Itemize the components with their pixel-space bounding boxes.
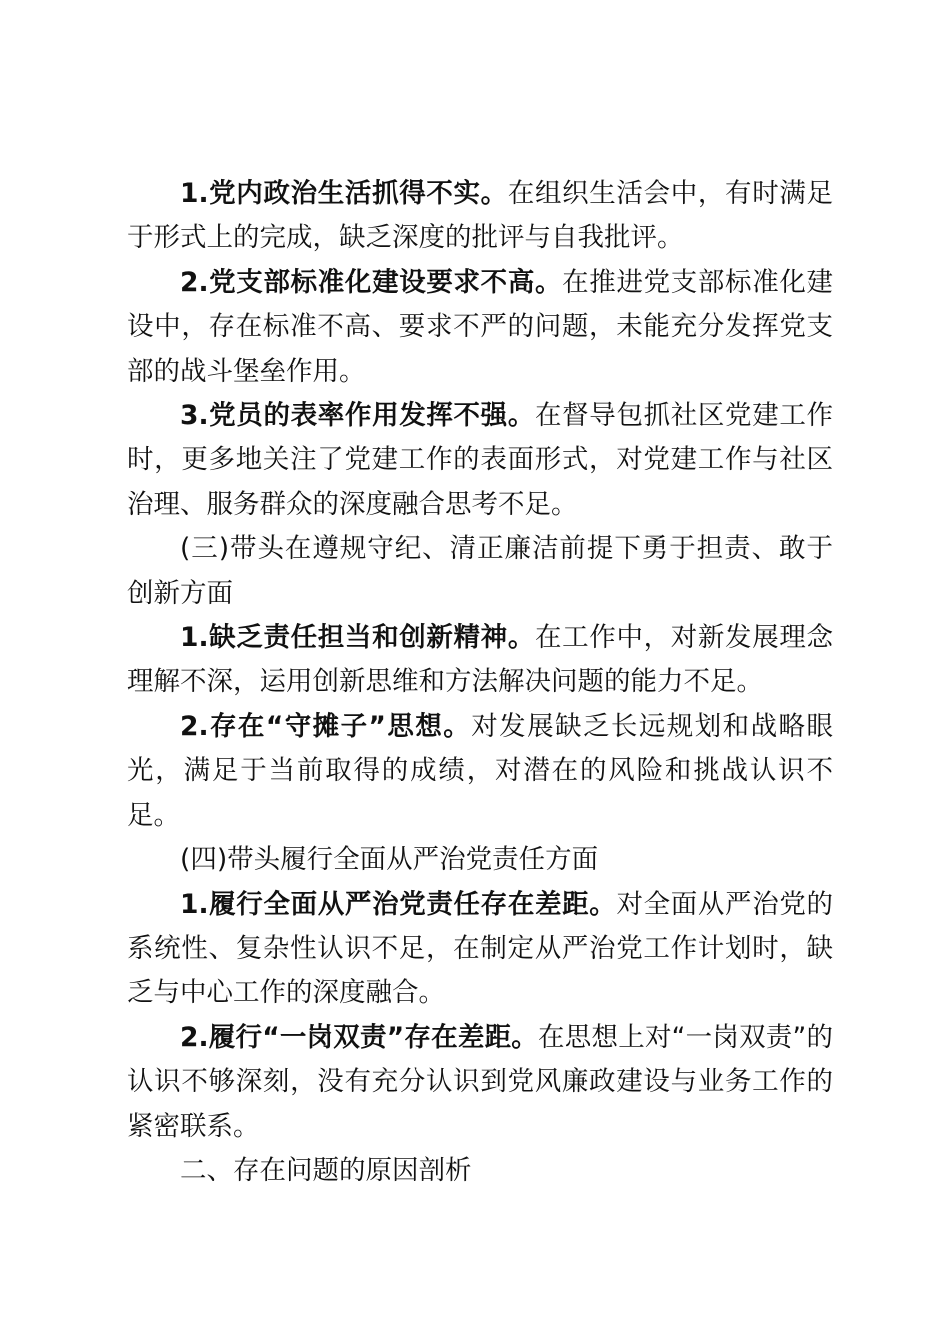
paragraph-heading: 1.履行全面从严治党责任存在差距。 [180, 888, 617, 920]
chapter-heading-2 [127, 1149, 833, 1193]
paragraph-heading: 2.党支部标准化建设要求不高。 [180, 266, 563, 298]
paragraph-heading: 2.存在“守摊子”思想。 [180, 710, 472, 742]
paragraph-heading: 2.履行“一岗双责”存在差距。 [180, 1021, 539, 1053]
section-heading-text: (三)带头在遵规守纪、清正廉洁前提下勇于担责、敢于创新方面 [127, 533, 833, 609]
paragraph-branch-standardization [127, 261, 833, 394]
paragraph-text: 在督导包抓社区党建工作时，更多地关注了党建工作的表面形式，对党建工作与社区治理、服务群众的深度融合思考不足。 [127, 400, 833, 520]
section-heading-text: (四)带头履行全面从严治党责任方面 [180, 844, 599, 876]
paragraph-dual-duty [127, 1016, 833, 1149]
paragraph-responsibility [127, 616, 833, 705]
paragraph-member-role [127, 394, 833, 527]
paragraph-party-life [127, 172, 833, 261]
paragraph-text: 在思想上对“一岗双责”的认识不够深刻，没有充分认识到党风廉政建设与业务工作的紧密联系。 [127, 1021, 833, 1142]
paragraph-heading: 1.缺乏责任担当和创新精神。 [180, 622, 535, 654]
paragraph-text: 对全面从严治党的系统性、复杂性认识不足，在制定从严治党工作计划时，缺乏与中心工作的深度融合。 [127, 888, 833, 1009]
document-body [127, 172, 833, 1193]
chapter-heading-text: 二、存在问题的原因剖析 [180, 1154, 472, 1186]
paragraph-status-quo [127, 705, 833, 838]
paragraph-heading: 1.党内政治生活抓得不实。 [180, 178, 508, 209]
section-heading-4 [127, 838, 833, 882]
paragraph-heading: 3.党员的表率作用发挥不强。 [180, 400, 535, 432]
paragraph-text: 在推进党支部标准化建设中，存在标准不高、要求不严的问题，未能充分发挥党支部的战斗堡垒作用。 [127, 266, 834, 387]
paragraph-text: 对发展缺乏长远规划和战略眼光，满足于当前取得的成绩，对潜在的风险和挑战认识不足。 [127, 710, 834, 831]
paragraph-strict-governance [127, 883, 833, 1016]
paragraph-text: 在组织生活会中，有时满足于形式上的完成，缺乏深度的批评与自我批评。 [127, 178, 833, 254]
paragraph-text: 在工作中，对新发展理念理解不深，运用创新思维和方法解决问题的能力不足。 [127, 622, 833, 698]
section-heading-3 [127, 527, 833, 616]
